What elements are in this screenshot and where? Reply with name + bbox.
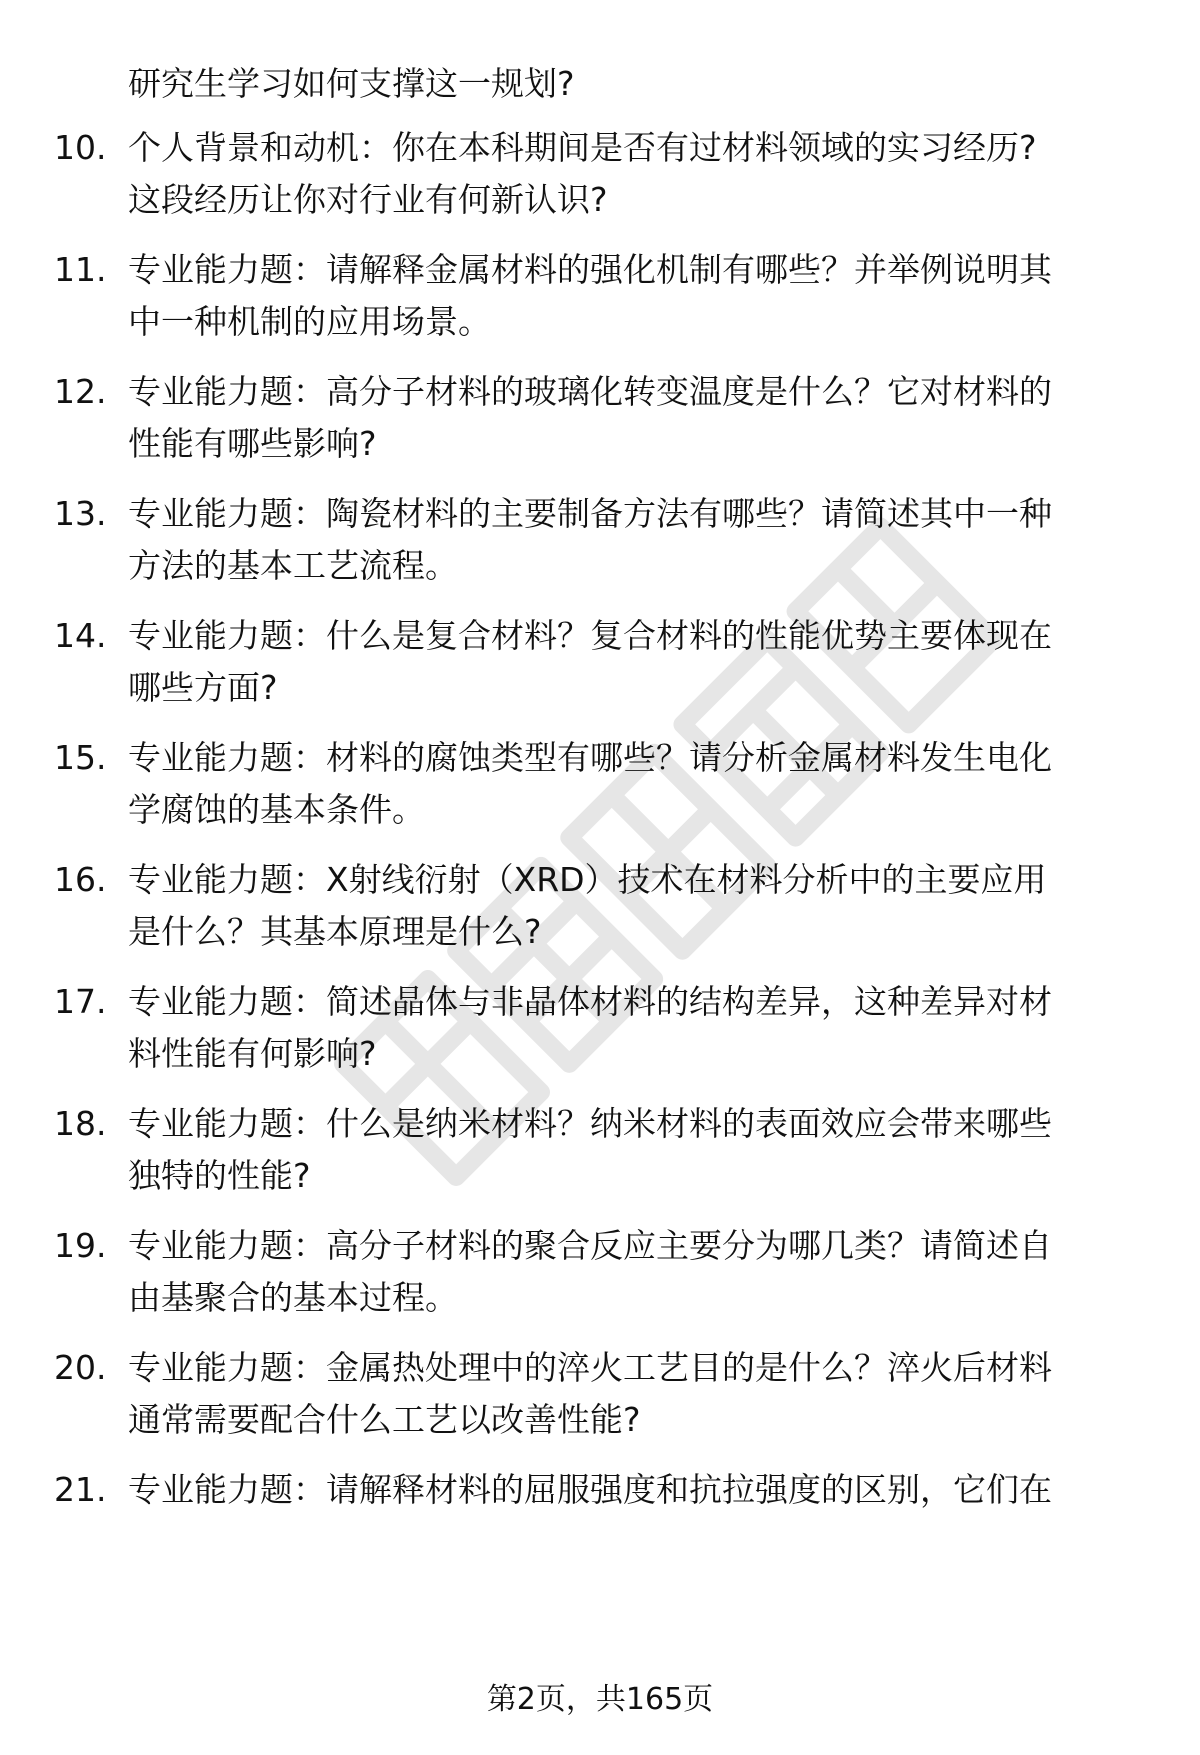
question-text [128,1098,1138,1202]
question-number: 12. [54,372,107,411]
question-line: 料性能有何影响? [128,1034,377,1073]
question-line: 专业能力题：高分子材料的聚合反应主要分为哪几类？请简述自 [128,1226,1052,1265]
question-number: 13. [54,494,107,533]
question-number: 11. [54,250,107,289]
question-line: 通常需要配合什么工艺以改善性能? [128,1400,641,1439]
question-number: 17. [54,982,107,1021]
question-line: 哪些方面? [128,668,278,707]
question-line: 个人背景和动机：你在本科期间是否有过材料领域的实习经历? [128,128,1037,167]
question-line: 专业能力题：陶瓷材料的主要制备方法有哪些？请简述其中一种 [128,494,1052,533]
question-number: 16. [54,860,107,899]
question-number: 19. [54,1226,107,1265]
question-line: 独特的性能? [128,1156,311,1195]
question-text [128,610,1138,714]
question-line: 专业能力题：材料的腐蚀类型有哪些？请分析金属材料发生电化 [128,738,1052,777]
question-text [128,1342,1138,1446]
question-number: 14. [54,616,107,655]
question-text [128,488,1138,592]
continuation-text: 研究生学习如何支撑这一规划? [128,64,575,103]
question-line: 方法的基本工艺流程。 [128,546,458,585]
question-line: 性能有哪些影响? [128,424,377,463]
question-text [128,366,1138,470]
question-line: 专业能力题：请解释金属材料的强化机制有哪些？并举例说明其 [128,250,1052,289]
question-line: 由基聚合的基本过程。 [128,1278,458,1317]
question-line: 专业能力题：简述晶体与非晶体材料的结构差异，这种差异对材 [128,982,1052,1021]
page-footer: 第2页，共165页 [486,1682,714,1717]
question-line: 专业能力题：什么是纳米材料？纳米材料的表面效应会带来哪些 [128,1104,1052,1143]
question-text [128,854,1138,958]
question-number: 10. [54,128,107,167]
question-line: 专业能力题：高分子材料的玻璃化转变温度是什么？它对材料的 [128,372,1052,411]
question-text [128,1220,1138,1324]
question-text [128,244,1138,348]
question-text [128,732,1138,836]
question-line: 这段经历让你对行业有何新认识? [128,180,608,219]
question-text [128,1464,1138,1516]
question-line: 专业能力题：金属热处理中的淬火工艺目的是什么？淬火后材料 [128,1348,1052,1387]
question-number: 20. [54,1348,107,1387]
question-line: 中一种机制的应用场景。 [128,302,491,341]
question-number: 15. [54,738,107,777]
question-text [128,122,1138,226]
question-line: 专业能力题：X射线衍射（XRD）技术在材料分析中的主要应用 [128,860,1047,899]
question-line: 专业能力题：请解释材料的屈服强度和抗拉强度的区别，它们在 [128,1470,1052,1509]
question-number: 21. [54,1470,107,1509]
question-line: 是什么？其基本原理是什么? [128,912,542,951]
question-text [128,976,1138,1080]
question-line: 专业能力题：什么是复合材料？复合材料的性能优势主要体现在 [128,616,1052,655]
question-line: 学腐蚀的基本条件。 [128,790,425,829]
question-number: 18. [54,1104,107,1143]
